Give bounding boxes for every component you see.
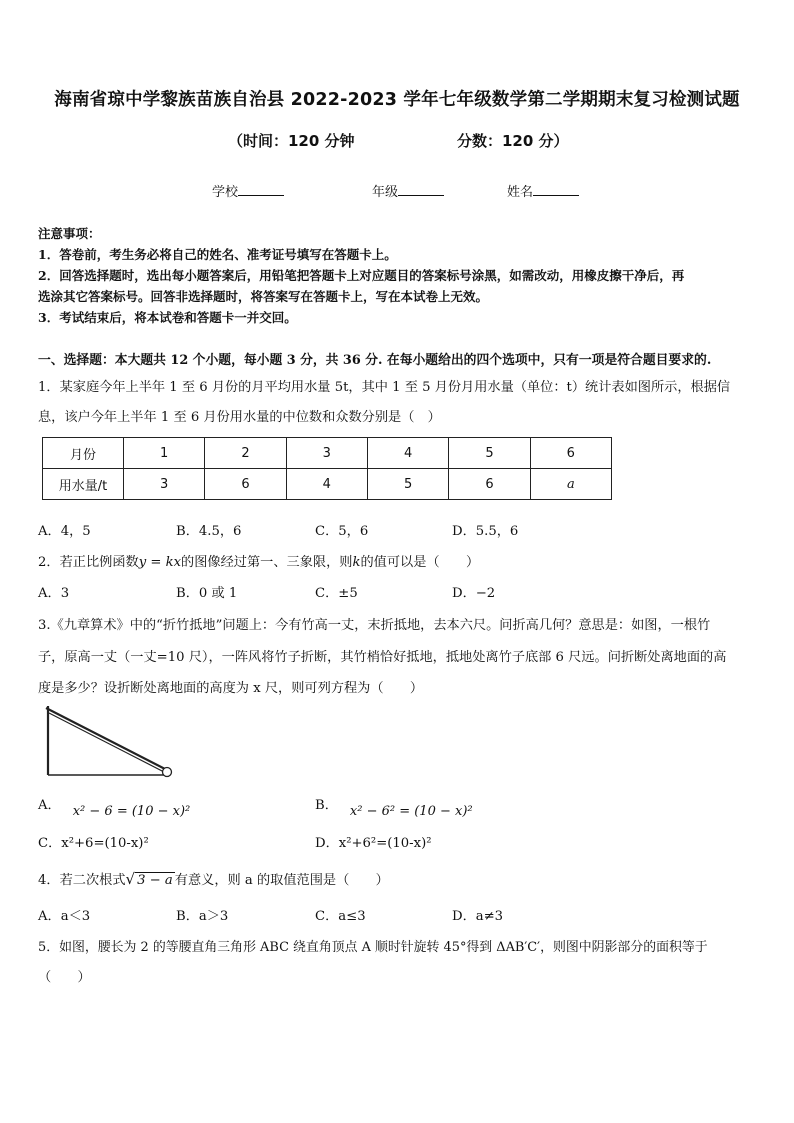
q3-line1: 3.《九章算术》中的“折竹抵地”问题上：今有竹高一丈，末折抵地，去本六尺。问折高几何？意思是：如图，一根竹: [38, 618, 711, 633]
bamboo-tip: [163, 768, 172, 777]
sqrt-symbol: √: [125, 870, 136, 888]
table-header-month: 月份: [43, 438, 124, 469]
q4-option-a: A．a＜3: [38, 909, 91, 924]
q5-line1: 5．如图，腰长为 2 的等腰直角三角形 ABC 绕直角顶点 A 顺时针旋转 45°得到 ΔAB′C′，则图中阴影部分的面积等于: [38, 940, 708, 955]
q2-text-pre: 2．若正比例函数: [38, 555, 139, 570]
note-item: 3．考试结束后，将本试卷和答题卡一并交回。: [38, 310, 297, 325]
broken-bamboo-figure: [40, 700, 180, 782]
q2-option-d: D．−2: [452, 586, 496, 601]
name-label: 姓名: [507, 185, 534, 200]
grade-label: 年级: [372, 185, 399, 200]
name-field: [507, 181, 579, 200]
q3-option-c: C．x²+6=(10-x)²: [38, 836, 149, 851]
notes-heading: 注意事项：: [38, 226, 101, 241]
q1-option-b: B．4.5，6: [176, 524, 242, 539]
school-blank: [238, 183, 284, 196]
bamboo-broken-top: [46, 708, 167, 770]
q1-option-d: D．5.5，6: [452, 524, 519, 539]
table-cell: 5: [367, 469, 448, 500]
q2-stem: [38, 551, 479, 570]
q3-option-a: [38, 794, 191, 819]
q3-option-b-equation: x² − 6² = (10 − x)²: [349, 804, 473, 819]
grade-field: [372, 181, 444, 200]
school-label: 学校: [212, 185, 239, 200]
table-row: [43, 438, 612, 469]
table-header-usage: 用水量/t: [43, 469, 124, 500]
school-field: [212, 181, 284, 200]
table-cell: 6: [205, 469, 286, 500]
q3-option-b-label: B．: [315, 798, 338, 813]
q4-radicand: 3 − a: [137, 873, 173, 888]
table-cell: 3: [124, 469, 205, 500]
score-label: 分数：120 分）: [457, 132, 569, 150]
note-item: 选涂其它答案标号。回答非选择题时，将答案写在答题卡上，写在本试卷上无效。: [38, 289, 489, 304]
q3-option-d: D．x²+6²=(10-x)²: [315, 836, 432, 851]
bamboo-broken-top-edge: [49, 713, 166, 773]
q4-option-c: C．a≤3: [315, 909, 366, 924]
q4-text-pre: 4．若二次根式: [38, 873, 126, 888]
note-item: 2．回答选择题时，选出每小题答案后，用铅笔把答题卡上对应题目的答案标号涂黑，如需改动，用橡皮擦干净后，再: [38, 268, 685, 283]
note-item: 1．答卷前，考生务必将自己的姓名、准考证号填写在答题卡上。: [38, 247, 397, 262]
q1-line2: 息，该户今年上半年 1 至 6 月份用水量的中位数和众数分别是（ ）: [38, 410, 441, 425]
exam-title: 海南省琼中学黎族苗族自治县 2022-2023 学年七年级数学第二学期期末复习检测试题: [54, 90, 740, 110]
q2-text-mid: 的图像经过第一、三象限，则: [181, 555, 353, 570]
q3-line3: 度是多少？设折断处离地面的高度为 x 尺，则可列方程为（ ）: [38, 681, 424, 696]
q3-option-a-label: A．: [38, 798, 61, 813]
table-cell: a: [530, 469, 611, 500]
water-usage-table: [42, 437, 612, 500]
q2-option-b: B．0 或 1: [176, 586, 238, 601]
q2-k: k: [352, 555, 361, 570]
table-cell: 3: [286, 438, 367, 469]
q1-option-a: A．4，5: [38, 524, 91, 539]
q3-option-b: [315, 794, 473, 819]
table-row: [43, 469, 612, 500]
q2-function: y = kx: [138, 555, 182, 570]
table-cell: 4: [367, 438, 448, 469]
grade-blank: [398, 183, 444, 196]
table-cell: 2: [205, 438, 286, 469]
table-cell: 5: [449, 438, 530, 469]
time-label: （时间：120 分钟: [228, 132, 355, 150]
section-heading: 一、选择题：本大题共 12 个小题，每小题 3 分，共 36 分. 在每小题给出的四个选项中，只有一项是符合题目要求的.: [38, 353, 712, 368]
q5-line2: （ ）: [38, 970, 91, 985]
q3-line2: 子，原高一丈（一丈=10 尺），一阵风将竹子折断，其竹梢恰好抵地，抵地处离竹子底部 6 尺远。问折断处离地面的高: [38, 650, 727, 665]
table-cell: 4: [286, 469, 367, 500]
q4-option-b: B．a＞3: [176, 909, 229, 924]
q3-option-a-equation: x² − 6 = (10 − x)²: [72, 804, 191, 819]
q1-option-c: C．5，6: [315, 524, 369, 539]
q1-line1: 1．某家庭今年上半年 1 至 6 月份的月平均用水量 5t，其中 1 至 5 月份月用水量（单位：t）统计表如图所示，根据信: [38, 380, 731, 395]
name-blank: [533, 183, 579, 196]
q4-text-post: 有意义，则 a 的取值范围是（ ）: [174, 873, 389, 888]
table-cell: 6: [449, 469, 530, 500]
table-cell: 6: [530, 438, 611, 469]
q4-option-d: D．a≠3: [452, 909, 504, 924]
q4-stem: [38, 869, 389, 888]
table-cell: 1: [124, 438, 205, 469]
q2-option-c: C．±5: [315, 586, 358, 601]
q2-text-post: 的值可以是（ ）: [360, 555, 480, 570]
q2-option-a: A．3: [38, 586, 70, 601]
